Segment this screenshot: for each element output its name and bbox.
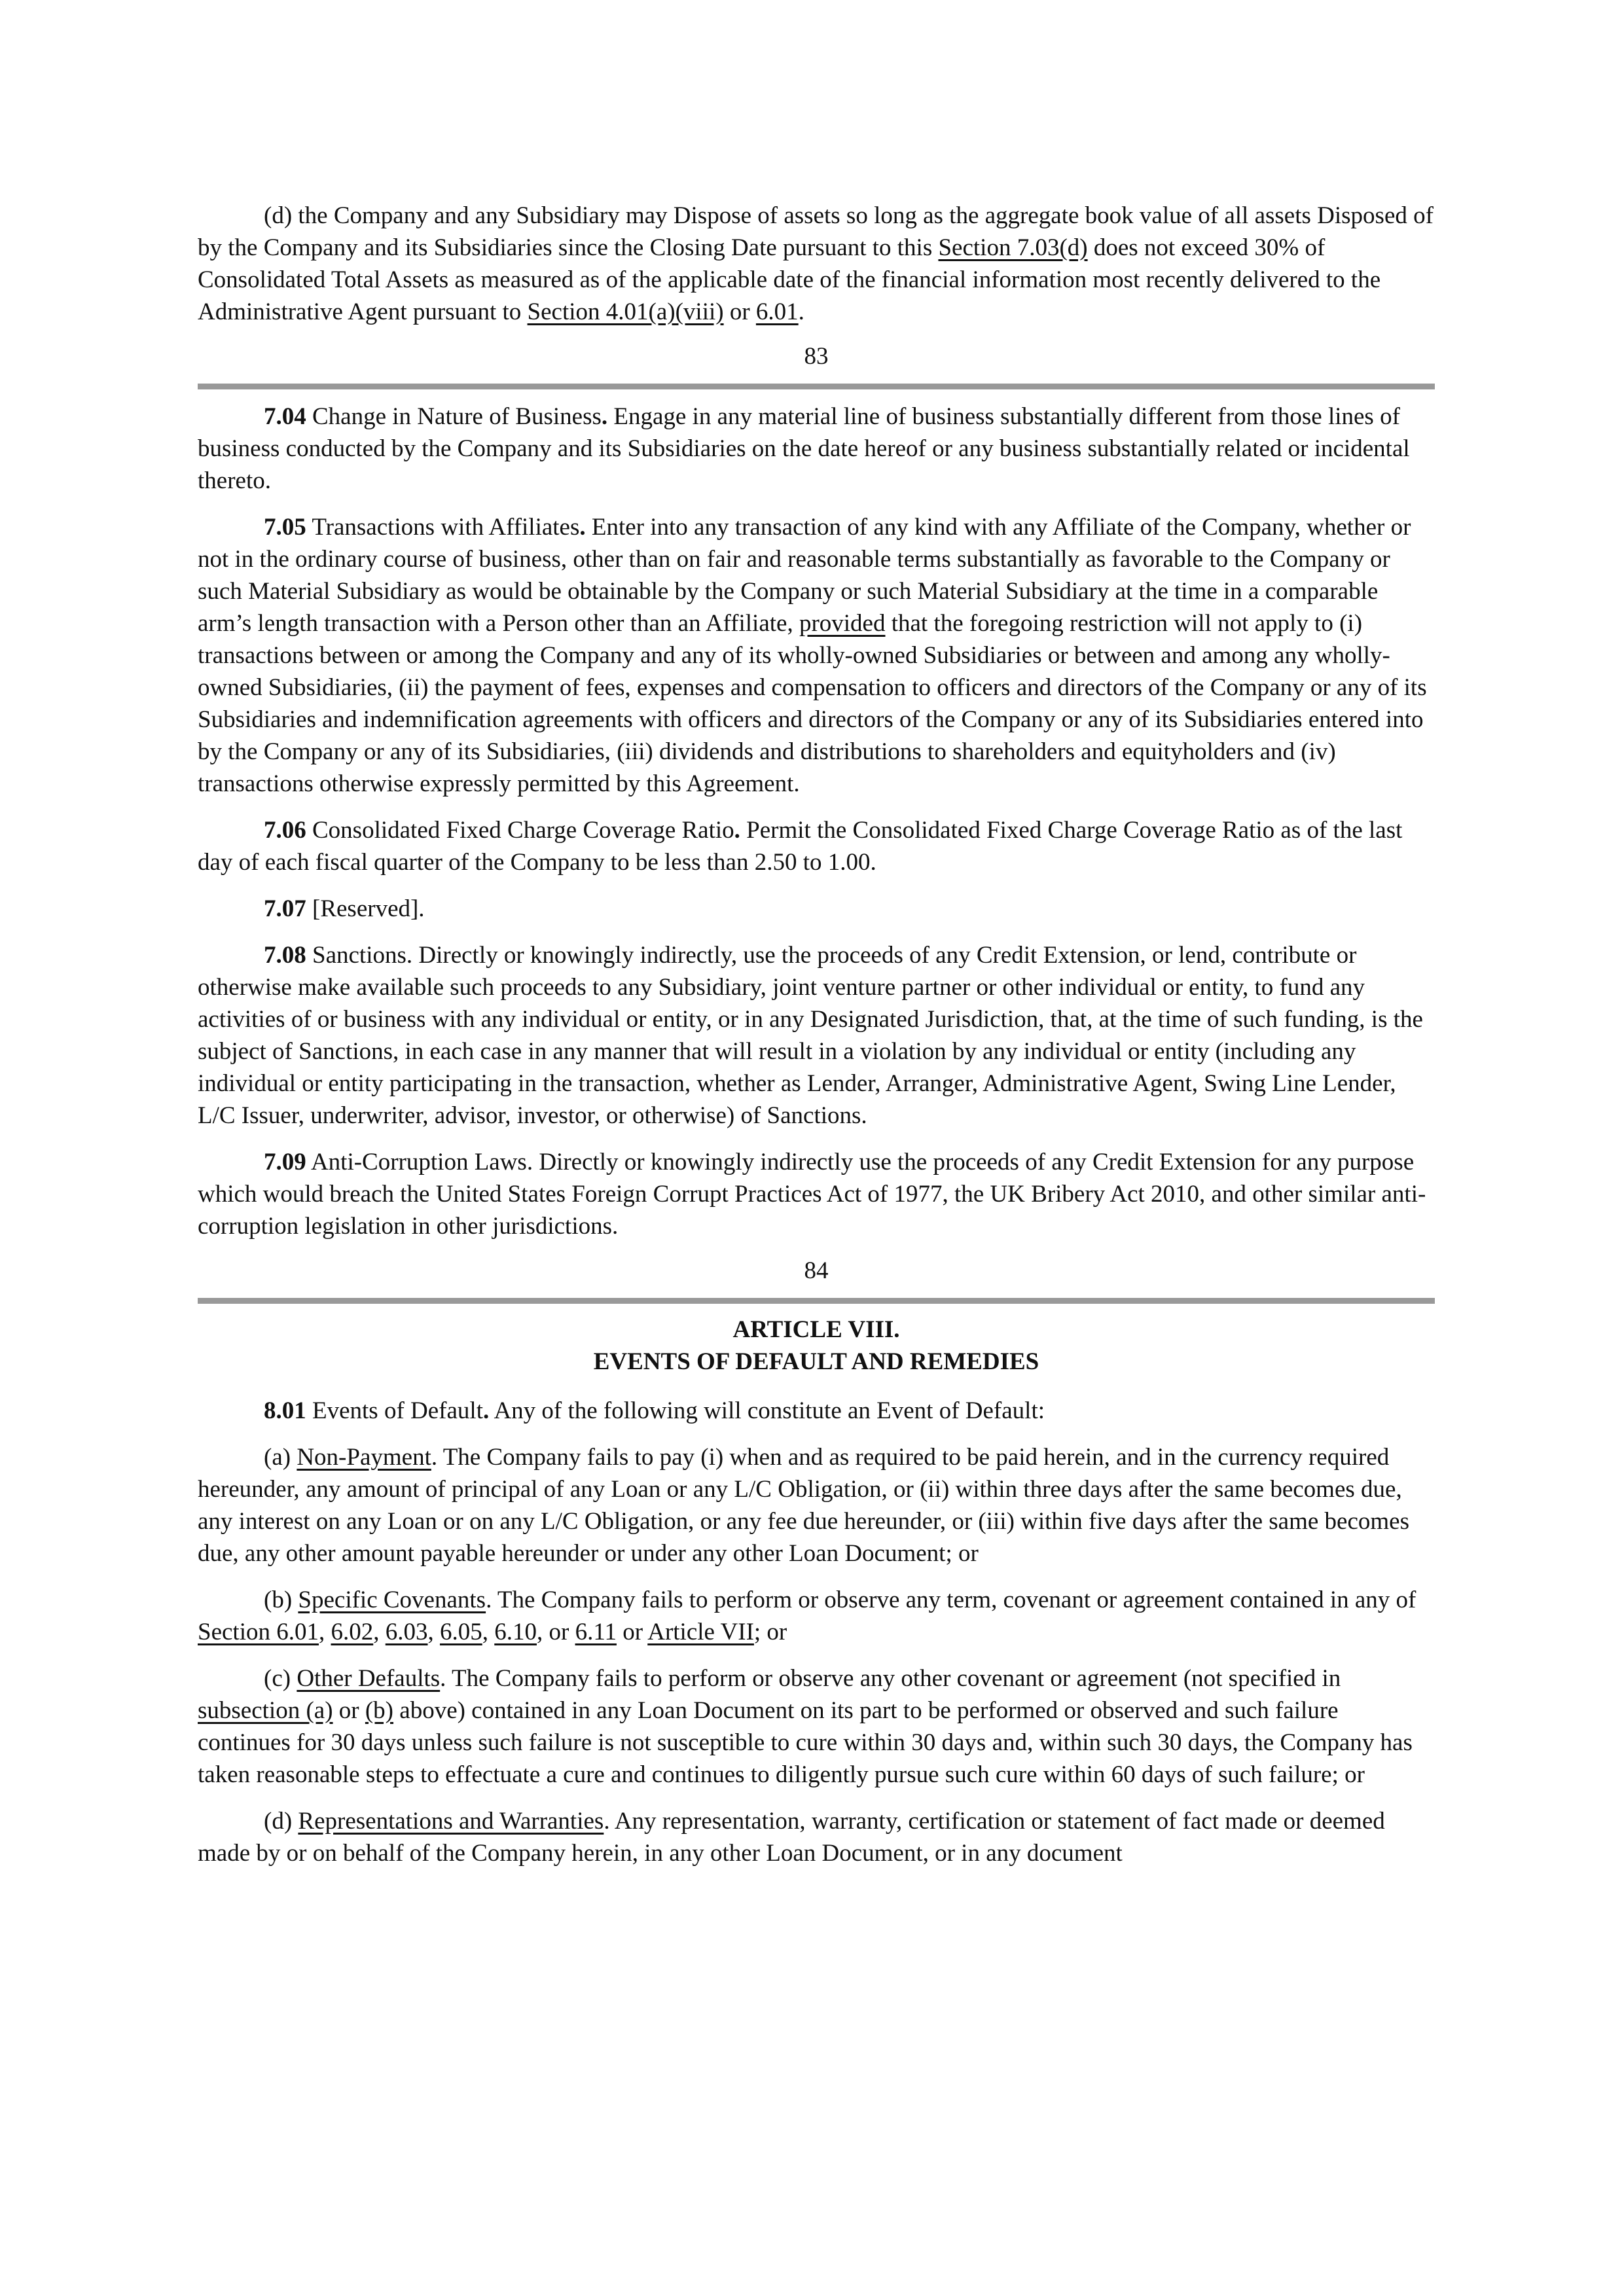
text: . xyxy=(482,1397,490,1424)
section-6-03-link[interactable]: 6.03 xyxy=(385,1619,428,1645)
article-title: EVENTS OF DEFAULT AND REMEDIES xyxy=(593,1348,1039,1375)
subsection-b-link[interactable]: (b) xyxy=(365,1697,394,1724)
section-title: Change in Nature of Business xyxy=(306,403,602,430)
text: , xyxy=(318,1619,331,1645)
clause-c xyxy=(198,1662,1435,1791)
section-number: 7.06 xyxy=(264,817,306,844)
text: Engage in any material line of business substantially different from those lines of business conducted by the Company and its Subsidiaries on the date hereof or any business substantially related or incidental thereto. xyxy=(198,403,1410,494)
section-6-01-link[interactable]: Section 6.01 xyxy=(198,1619,319,1645)
section-number: 7.07 xyxy=(264,895,306,922)
section-8-01 xyxy=(198,1395,1435,1427)
page-number: 83 xyxy=(804,343,829,370)
clause-b xyxy=(198,1584,1435,1648)
text: . xyxy=(734,817,740,844)
section-7-09 xyxy=(198,1146,1435,1242)
text: that the foregoing restriction will not apply to (i) transactions between or among the Company and any of its wholly-owned Subsidiaries or between and among any wholly-owned Subsidiaries, (ii) the payment of fees, expenses and compensation to officers and directors of the Company or any of its Subsidiaries and indemnification agreements with officers and directors of the Company or any of its Subsidiaries entered into by the Company or any of its Subsidiaries, (iii) dividends and distributions to shareholders and equityholders and (iv) transactions otherwise expressly permitted by this Agreement. xyxy=(198,610,1427,797)
text: Sanctions. Directly or knowingly indirectly, use the proceeds of any Credit Extension, or lend, contribute or otherwise make available such proceeds to any Subsidiary, joint venture partner or other individual or entity, to fund any activities of or business with any individual or entity, or in any Designated Jurisdiction, that, at the time of such funding, is the subject of Sanctions, in each case in any manner that will result in a violation by any individual or entity (including any individual or entity participating in the transaction, whether as Lender, Arranger, Administrative Agent, Swing Line Lender, L/C Issuer, underwriter, advisor, investor, or otherwise) of Sanctions. xyxy=(198,942,1423,1129)
text: does not exceed 30% of Consolidated Total Assets as measured as of the applicable date of the financial information most recently delivered to the Administrative Agent pursuant to xyxy=(198,234,1381,325)
text: Enter into any transaction of any kind with any Affiliate of the Company, whether or not in the ordinary course of business, other than on fair and reasonable terms substantially as favorable to the Company or such Material Subsidiary as would be obtainable by the Company or such Material Subsidiary at the time in a comparable arm’s length transaction with a Person other than an Affiliate, xyxy=(198,514,1411,637)
section-7-07 xyxy=(198,893,1435,925)
clause-label: Specific Covenants xyxy=(298,1587,486,1613)
text: or xyxy=(616,1619,648,1645)
clause-label: Non-Payment xyxy=(297,1444,431,1471)
section-title: Transactions with Affiliates xyxy=(306,514,580,541)
text: . The Company fails to perform or observe any term, covenant or agreement contained in any of xyxy=(486,1587,1416,1613)
text: (c) xyxy=(264,1665,297,1692)
section-title: Events of Default xyxy=(306,1397,483,1424)
text: . The Company fails to perform or observe any other covenant or agreement (not specified in xyxy=(440,1665,1341,1692)
article-vii-link[interactable]: Article VII xyxy=(647,1619,754,1645)
section-7-03-d-link[interactable]: Section 7.03(d) xyxy=(938,234,1088,261)
text: Any of the following will constitute an Event of Default: xyxy=(489,1397,1045,1424)
section-6-10-link[interactable]: 6.10 xyxy=(494,1619,537,1645)
section-6-01-link[interactable]: 6.01 xyxy=(755,298,799,325)
text: . xyxy=(579,514,586,541)
text: . The Company fails to pay (i) when and as required to be paid herein, and in the currency required hereunder, any amount of principal of any Loan or any L/C Obligation, or (ii) within three days after the same becomes due, any interest on any Loan or on any L/C Obligation, or any fee due hereunder, or (iii) within five days after the same becomes due, any other amount payable hereunder or under any other Loan Document; or xyxy=(198,1444,1409,1567)
section-6-02-link[interactable]: 6.02 xyxy=(331,1619,374,1645)
subsection-a-link[interactable]: subsection (a) xyxy=(198,1697,333,1724)
section-7-08 xyxy=(198,939,1435,1132)
text: Permit the Consolidated Fixed Charge Coverage Ratio as of the last day of each fiscal quarter of the Company to be less than 2.50 to 1.00. xyxy=(198,817,1403,876)
text: , xyxy=(373,1619,386,1645)
provided-term: provided xyxy=(799,610,886,637)
section-title: Consolidated Fixed Charge Coverage Ratio xyxy=(306,817,734,844)
text: or xyxy=(333,1697,365,1724)
clause-label: Representations and Warranties xyxy=(298,1808,604,1835)
section-number: 7.09 xyxy=(264,1149,306,1175)
section-number: 7.04 xyxy=(264,403,306,430)
text: above) contained in any Loan Document on its part to be performed or observed and such failure continues for 30 days unless such failure is not susceptible to cure within 30 days and, within such 30 days, the Company has taken reasonable steps to effectuate a cure and continues to diligently pursue such cure within 60 days of such failure; or xyxy=(198,1697,1413,1788)
clause-a xyxy=(198,1441,1435,1570)
clause-label: Other Defaults xyxy=(297,1665,441,1692)
section-7-05 xyxy=(198,511,1435,800)
section-6-05-link[interactable]: 6.05 xyxy=(439,1619,482,1645)
text: , xyxy=(482,1619,495,1645)
document-page xyxy=(198,200,1435,1869)
text: (b) xyxy=(264,1587,298,1613)
text: (d) xyxy=(264,1808,298,1835)
section-6-11-link[interactable]: 6.11 xyxy=(575,1619,617,1645)
section-number: 7.08 xyxy=(264,942,306,969)
text: , xyxy=(427,1619,440,1645)
text: (a) xyxy=(264,1444,297,1471)
section-7-06 xyxy=(198,814,1435,878)
text: ; or xyxy=(753,1619,787,1645)
section-number: 8.01 xyxy=(264,1397,306,1424)
section-4-01-link[interactable]: Section 4.01(a)(viii) xyxy=(527,298,724,325)
text: Anti-Corruption Laws. Directly or knowingly indirectly use the proceeds of any Credit Extension for any purpose which would breach the United States Foreign Corrupt Practices Act of 1977, the UK Bribery Act 2010, and other similar anti-corruption legislation in other jurisdictions. xyxy=(198,1149,1426,1240)
page-number: 84 xyxy=(804,1257,829,1284)
page-divider xyxy=(198,1298,1435,1304)
text: . xyxy=(601,403,608,430)
clause-d xyxy=(198,1805,1435,1869)
section-number: 7.05 xyxy=(264,514,306,541)
article-number: ARTICLE VIII. xyxy=(732,1316,900,1343)
text: , or xyxy=(536,1619,575,1645)
text: [Reserved]. xyxy=(306,895,425,922)
paragraph-7-03-d xyxy=(198,200,1435,328)
text: . Any representation, warranty, certification or statement of fact made or deemed made by or on behalf of the Company herein, in any other Loan Document, or in any document xyxy=(198,1808,1385,1867)
text: (d) the Company and any Subsidiary may Dispose of assets so long as the aggregate book value of all assets Disposed of by the Company and its Subsidiaries since the Closing Date pursuant to this xyxy=(198,202,1434,261)
page-divider xyxy=(198,384,1435,389)
section-7-04 xyxy=(198,401,1435,497)
text: or xyxy=(723,298,756,325)
text: . xyxy=(798,298,804,325)
